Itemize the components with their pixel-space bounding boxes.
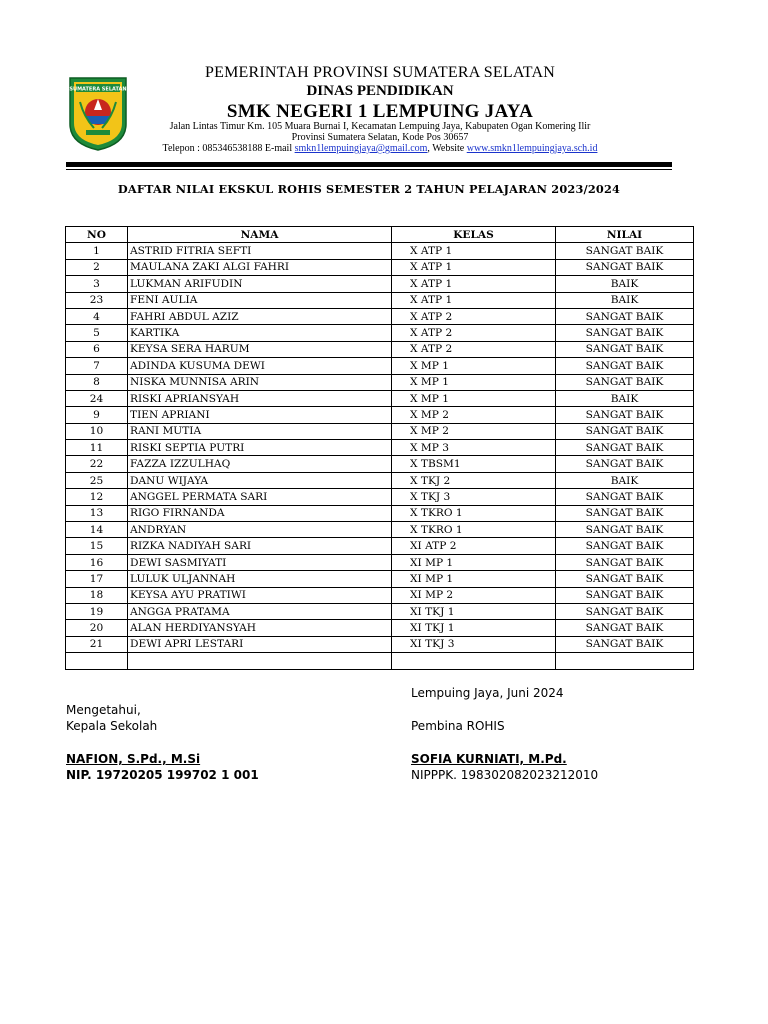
table-row: [66, 505, 694, 521]
grades-table: [65, 226, 694, 670]
cell-kelas: X ATP 2: [392, 308, 556, 324]
cell-nama: [128, 653, 392, 669]
cell-nilai: SANGAT BAIK: [556, 407, 694, 423]
cell-kelas: X TBSM1: [392, 456, 556, 472]
cell-nilai: SANGAT BAIK: [556, 505, 694, 521]
table-row: [66, 341, 694, 357]
cell-nilai: SANGAT BAIK: [556, 341, 694, 357]
table-row: [66, 374, 694, 390]
header-nilai: NILAI: [556, 227, 694, 243]
cell-kelas: XI MP 1: [392, 571, 556, 587]
table-row: [66, 407, 694, 423]
cell-nilai: SANGAT BAIK: [556, 259, 694, 275]
address-line-2: Provinsi Sumatera Selatan, Kode Pos 30657: [291, 132, 469, 143]
cell-nama: ANGGEL PERMATA SARI: [128, 489, 392, 505]
cell-nilai: SANGAT BAIK: [556, 603, 694, 619]
cell-nilai: SANGAT BAIK: [556, 489, 694, 505]
website-label: , Website: [427, 143, 467, 154]
table-row: [66, 636, 694, 652]
table-row: [66, 243, 694, 259]
document-title: DAFTAR NILAI EKSKUL ROHIS SEMESTER 2 TAHUN PELAJARAN 2023/2024: [117, 182, 621, 196]
cell-nama: KEYSA AYU PRATIWI: [128, 587, 392, 603]
cell-no: 20: [66, 620, 128, 636]
cell-nama: ALAN HERDIYANSYAH: [128, 620, 392, 636]
cell-no: 11: [66, 440, 128, 456]
cell-nama: FAZZA IZZULHAQ: [128, 456, 392, 472]
cell-nama: DEWI APRI LESTARI: [128, 636, 392, 652]
cell-nama: ADINDA KUSUMA DEWI: [128, 358, 392, 374]
cell-no: 19: [66, 603, 128, 619]
cell-nilai: SANGAT BAIK: [556, 636, 694, 652]
cell-nama: ANGGA PRATAMA: [128, 603, 392, 619]
cell-nama: RISKI APRIANSYAH: [128, 390, 392, 406]
cell-no: 2: [66, 259, 128, 275]
cell-kelas: XI TKJ 3: [392, 636, 556, 652]
cell-kelas: XI TKJ 1: [392, 620, 556, 636]
cell-nama: DANU WIJAYA: [128, 472, 392, 488]
cell-no: 18: [66, 587, 128, 603]
website-link[interactable]: www.smkn1lempuingjaya.sch.id: [466, 143, 598, 154]
cell-no: 12: [66, 489, 128, 505]
table-row: [66, 276, 694, 292]
cell-nama: LULUK ULJANNAH: [128, 571, 392, 587]
cell-nilai: SANGAT BAIK: [556, 358, 694, 374]
logo-lettering: SUMATERA SELATAN: [69, 86, 127, 93]
cell-nilai: SANGAT BAIK: [556, 571, 694, 587]
acknowledged-label: Mengetahui,: [66, 703, 141, 717]
table-row: [66, 308, 694, 324]
table-row: [66, 571, 694, 587]
cell-nama: MAULANA ZAKI ALGI FAHRI: [128, 259, 392, 275]
cell-no: 8: [66, 374, 128, 390]
cell-nama: NISKA MUNNISA ARIN: [128, 374, 392, 390]
table-row: [66, 653, 694, 669]
department-line: DINAS PENDIDIKAN: [306, 83, 454, 99]
cell-kelas: X TKRO 1: [392, 505, 556, 521]
cell-nama: KARTIKA: [128, 325, 392, 341]
cell-no: 15: [66, 538, 128, 554]
cell-kelas: X ATP 1: [392, 276, 556, 292]
advisor-name: SOFIA KURNIATI, M.Pd.: [411, 752, 567, 766]
cell-no: 14: [66, 522, 128, 538]
cell-nama: KEYSA SERA HARUM: [128, 341, 392, 357]
phone-text: Telepon : 085346538188 E-mail: [162, 143, 295, 154]
table-row: [66, 390, 694, 406]
table-row: [66, 259, 694, 275]
principal-title: Kepala Sekolah: [66, 719, 158, 733]
cell-nilai: SANGAT BAIK: [556, 325, 694, 341]
principal-nip: NIP. 19720205 199702 1 001: [66, 768, 259, 782]
table-row: [66, 472, 694, 488]
cell-nilai: BAIK: [556, 292, 694, 308]
table-row: [66, 292, 694, 308]
cell-no: 23: [66, 292, 128, 308]
cell-kelas: XI ATP 2: [392, 538, 556, 554]
cell-nama: DEWI SASMIYATI: [128, 554, 392, 570]
table-row: [66, 489, 694, 505]
cell-kelas: X MP 3: [392, 440, 556, 456]
cell-nilai: SANGAT BAIK: [556, 538, 694, 554]
cell-nilai: [556, 653, 694, 669]
cell-nama: FAHRI ABDUL AZIZ: [128, 308, 392, 324]
cell-nama: ANDRYAN: [128, 522, 392, 538]
header-rule-thick: [66, 162, 672, 167]
table-row: [66, 603, 694, 619]
cell-nama: RISKI SEPTIA PUTRI: [128, 440, 392, 456]
cell-kelas: X ATP 1: [392, 243, 556, 259]
header-kelas: KELAS: [392, 227, 556, 243]
cell-no: 5: [66, 325, 128, 341]
cell-kelas: X TKJ 2: [392, 472, 556, 488]
cell-kelas: X ATP 1: [392, 292, 556, 308]
cell-nilai: BAIK: [556, 276, 694, 292]
school-name: SMK NEGERI 1 LEMPUING JAYA: [226, 101, 534, 122]
cell-nama: RIZKA NADIYAH SARI: [128, 538, 392, 554]
table-row: [66, 554, 694, 570]
cell-kelas: X ATP 2: [392, 325, 556, 341]
cell-no: 13: [66, 505, 128, 521]
table-row: [66, 587, 694, 603]
cell-nama: FENI AULIA: [128, 292, 392, 308]
contact-line: [120, 143, 640, 154]
cell-kelas: X TKJ 3: [392, 489, 556, 505]
table-row: [66, 456, 694, 472]
cell-nilai: BAIK: [556, 472, 694, 488]
cell-no: 17: [66, 571, 128, 587]
cell-no: 3: [66, 276, 128, 292]
place-date: Lempuing Jaya, Juni 2024: [411, 686, 564, 700]
cell-kelas: X MP 1: [392, 390, 556, 406]
table-row: [66, 522, 694, 538]
cell-nilai: SANGAT BAIK: [556, 554, 694, 570]
govt-line: PEMERINTAH PROVINSI SUMATERA SELATAN: [205, 64, 555, 81]
cell-no: 6: [66, 341, 128, 357]
table-row: [66, 358, 694, 374]
cell-nilai: SANGAT BAIK: [556, 587, 694, 603]
cell-no: 25: [66, 472, 128, 488]
cell-nilai: SANGAT BAIK: [556, 423, 694, 439]
cell-kelas: XI MP 2: [392, 587, 556, 603]
header-nama: NAMA: [128, 227, 392, 243]
cell-nilai: SANGAT BAIK: [556, 243, 694, 259]
cell-kelas: X MP 1: [392, 374, 556, 390]
email-link[interactable]: smkn1lempuingjaya@gmail.com: [294, 143, 428, 154]
cell-nilai: SANGAT BAIK: [556, 374, 694, 390]
cell-no: 10: [66, 423, 128, 439]
table-body: [66, 243, 694, 669]
cell-nilai: SANGAT BAIK: [556, 456, 694, 472]
cell-nama: RIGO FIRNANDA: [128, 505, 392, 521]
cell-nilai: SANGAT BAIK: [556, 522, 694, 538]
cell-kelas: X ATP 2: [392, 341, 556, 357]
cell-nilai: BAIK: [556, 390, 694, 406]
cell-nama: LUKMAN ARIFUDIN: [128, 276, 392, 292]
cell-no: 1: [66, 243, 128, 259]
cell-nilai: SANGAT BAIK: [556, 440, 694, 456]
cell-nilai: SANGAT BAIK: [556, 620, 694, 636]
cell-kelas: X ATP 1: [392, 259, 556, 275]
table-row: [66, 423, 694, 439]
cell-no: 24: [66, 390, 128, 406]
table-row: [66, 538, 694, 554]
cell-no: 4: [66, 308, 128, 324]
table-row: [66, 440, 694, 456]
header-no: NO: [66, 227, 128, 243]
address-line-1: Jalan Lintas Timur Km. 105 Muara Burnai I, Kecamatan Lempuing Jaya, Kabupaten Ogan Komering Ilir: [169, 121, 591, 132]
cell-no: 9: [66, 407, 128, 423]
advisor-nip: NIPPPK. 198302082023212010: [411, 768, 599, 782]
cell-nama: TIEN APRIANI: [128, 407, 392, 423]
cell-nama: ASTRID FITRIA SEFTI: [128, 243, 392, 259]
cell-kelas: [392, 653, 556, 669]
cell-kelas: X TKRO 1: [392, 522, 556, 538]
cell-no: [66, 653, 128, 669]
table-row: [66, 620, 694, 636]
cell-nama: RANI MUTIA: [128, 423, 392, 439]
cell-kelas: XI TKJ 1: [392, 603, 556, 619]
cell-kelas: X MP 2: [392, 407, 556, 423]
cell-kelas: X MP 1: [392, 358, 556, 374]
cell-kelas: XI MP 1: [392, 554, 556, 570]
advisor-title: Pembina ROHIS: [411, 719, 505, 733]
cell-no: 7: [66, 358, 128, 374]
cell-no: 21: [66, 636, 128, 652]
cell-no: 16: [66, 554, 128, 570]
principal-name: NAFION, S.Pd., M.Si: [66, 752, 201, 766]
cell-nilai: SANGAT BAIK: [556, 308, 694, 324]
cell-kelas: X MP 2: [392, 423, 556, 439]
header-rule-thin: [66, 169, 672, 170]
cell-no: 22: [66, 456, 128, 472]
table-row: [66, 325, 694, 341]
table-header-row: [66, 227, 694, 243]
